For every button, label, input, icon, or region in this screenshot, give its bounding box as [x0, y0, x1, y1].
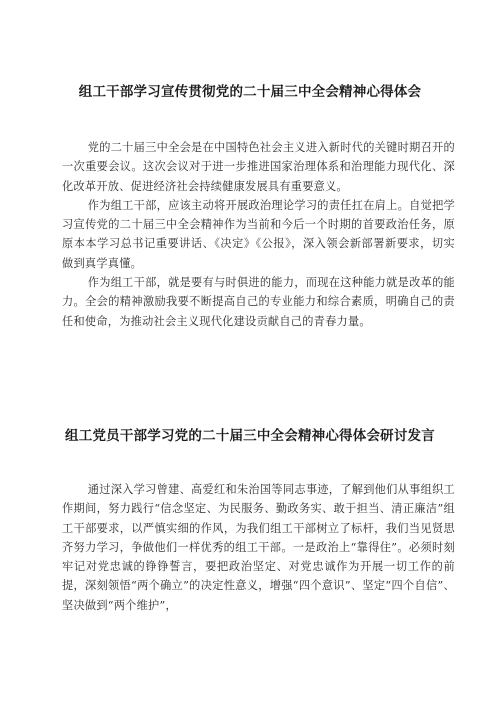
- article-1-paragraph-3: 作为组工干部，就是要有与时俱进的能力，而现在这种能力就是改革的能力。全会的精神激励我要不断提高自己的专业能力和综合素质，明确自己的责任和使命，为推动社会主义现代化建设贡献自己的青春力量。: [62, 276, 455, 328]
- article-1: [0, 80, 500, 331]
- article-2-body: [62, 480, 455, 615]
- article-1-title: 组工干部学习宣传贯彻党的二十届三中全会精神心得体会: [78, 84, 422, 100]
- article-2-title: 组工党员干部学习党的二十届三中全会精神心得体会研讨发言: [65, 428, 435, 444]
- article-1-paragraph-1: 党的二十届三中全会是在中国特色社会主义进入新时代的关键时期召开的一次重要会议。这次会议对于进一步推进国家治理体系和治理能力现代化、深化改革开放、促进经济社会持续健康发展具有重要意义。: [62, 141, 455, 193]
- article-1-paragraph-2: 作为组工干部，应该主动将开展政治理论学习的责任扛在肩上。自觉把学习宣传党的二十届三中全会精神作为当前和今后一个时期的首要政治任务，原原本本学习总书记重要讲话、《决定》《公报》，深入领会新部署新要求，切实做到真学真懂。: [62, 198, 455, 270]
- article-1-body: [62, 138, 455, 331]
- article-2: [0, 424, 500, 615]
- article-2-paragraph-1: 通过深入学习曾建、高爱红和朱治国等同志事迹，了解到他们从事组织工作期间，努力践行“信念坚定、为民服务、勤政务实、敢于担当、清正廉洁”组工干部要求，以严慎实细的作风，为我们组工干部树立了标杆，我们当见贤思齐努力学习，争做他们一样优秀的组工干部。一是政治上“靠得住”。必须时刻牢记对党忠诚的铮铮誓言，要把政治坚定、对党忠诚作为开展一切工作的前提，深刻领悟“两个确立”的决定性意义，增强“四个意识”、坚定“四个自信”、坚决做到“两个维护”，: [62, 483, 455, 612]
